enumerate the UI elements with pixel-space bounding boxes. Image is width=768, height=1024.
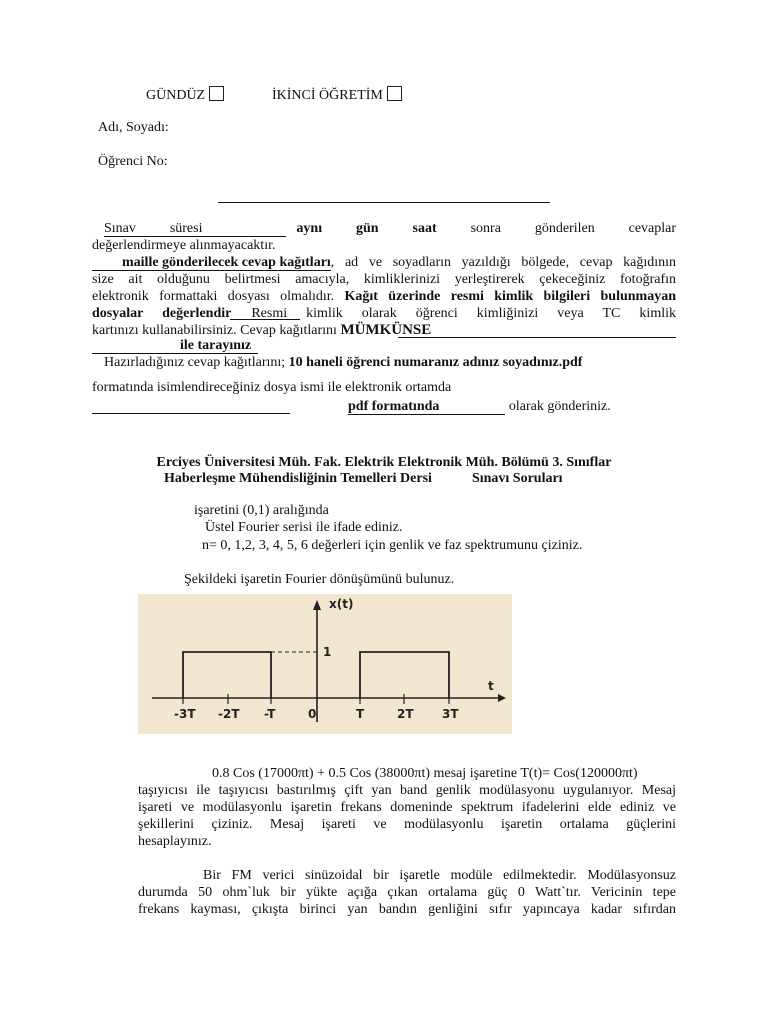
signal-plot (138, 594, 512, 734)
tick-label: T (356, 707, 365, 721)
q1-line-2: Üstel Fourier serisi ile ifade ediniz. (205, 520, 403, 535)
x-axis-label: t (488, 679, 494, 693)
q1-line-3: n= 0, 1,2, 3, 4, 5, 6 değerleri için genlik ve faz spektrumunu çiziniz. (202, 538, 583, 553)
header-divider (218, 202, 550, 203)
day-option-label: GÜNDÜZ (146, 88, 206, 103)
student-no-label: Öğrenci No: (98, 154, 168, 169)
q3-line-1: 0.8 Cos (17000πt) + 0.5 Cos (38000πt) mesaj işaretine T(t)= Cos(120000πt) (212, 766, 638, 781)
signal-figure (138, 594, 512, 734)
q1-line-1: işaretini (0,1) aralığında (194, 503, 329, 518)
tick-label: 2T (397, 707, 414, 721)
tick-marks (183, 694, 449, 704)
day-option (146, 86, 224, 104)
q3-line-3: işareti ve modülasyonlu işaretin frekans domeninde spektrum ifadelerini elde ediniz ve (138, 800, 676, 815)
instruction-line-11: pdf formatında olarak gönderiniz. (348, 399, 611, 414)
blank-line (92, 353, 258, 354)
instruction-line-10: formatında isimlendireceğiniz dosya ismi ile elektronik ortamda (92, 380, 452, 395)
tick-label: -3T (174, 707, 196, 721)
q2-line-1: Şekildeki işaretin Fourier dönüşümünü bulunuz. (184, 572, 455, 587)
pulse-left (183, 652, 271, 698)
name-field-label: Adı, Soyadı: (98, 120, 169, 135)
instruction-line-8: ile tarayınız (180, 338, 252, 353)
y-axis-label: x(t) (329, 597, 354, 611)
level-label: 1 (323, 645, 332, 659)
tick-label: 0 (308, 707, 317, 721)
tick-label: -T (264, 707, 276, 721)
instruction-line-6: dosyalar değerlendir Resmi kimlik olarak öğrenci kimliğinizi veya TC kimlik (92, 306, 676, 321)
instruction-line-7: kartınızı kullanabilirsiniz. Cevap kağıtlarını MÜMKÜNSE (92, 322, 432, 338)
instruction-line-2: değerlendirmeye alınmayacaktır. (92, 238, 276, 253)
y-axis-arrow (313, 600, 321, 610)
pulse-right (360, 652, 449, 698)
tick-label: -2T (218, 707, 240, 721)
instruction-line-9: Hazırladığınız cevap kağıtlarını; 10 haneli öğrenci numaranız adınız soyadınız.pdf (104, 355, 583, 370)
q4-line-3: frekans kayması, çıkışta birinci yan bandın genliğini sıfır yapıncaya kadar sıfırdan (138, 902, 676, 917)
exam-title-line-2: Haberleşme Mühendisliğinin Temelleri Dersi Sınavı Soruları (164, 471, 563, 486)
q4-line-1: Bir FM verici sinüzoidal bir işaretle modüle edilmektedir. Modülasyonsuz (203, 868, 676, 883)
day-checkbox[interactable] (209, 86, 224, 101)
q3-line-5: hesaplayınız. (138, 834, 212, 849)
blank-line (92, 413, 290, 414)
exam-title-line-1: Erciyes Üniversitesi Müh. Fak. Elektrik Elektronik Müh. Bölümü 3. Sınıflar (156, 455, 612, 470)
evening-option (272, 86, 402, 104)
x-axis-arrow (498, 694, 506, 702)
q3-line-4: şekillerini çiziniz. Mesaj işareti ve modülasyonlu işaretin ortalama güçlerini (138, 817, 676, 832)
evening-checkbox[interactable] (387, 86, 402, 101)
instruction-line-5: elektronik formattaki dosyası olmalıdır. Kağıt üzerinde resmi kimlik bilgileri bulunmayan (92, 289, 676, 304)
q3-line-2: taşıyıcısı ile taşıyıcısı bastırılmış çift yan band genlik modülasyonu uygulanıyor. Mesaj (138, 783, 676, 798)
tick-label: 3T (442, 707, 459, 721)
blank-line (398, 337, 676, 338)
instruction-line-1: Sınav süresi aynı gün saat sonra gönderilen cevaplar (104, 221, 677, 236)
instruction-line-3: maille gönderilecek cevap kağıtları, ad ve soyadların yazıldığı bölgede, cevap kağıdının (92, 255, 676, 271)
instruction-line-4: size ait olduğunu belirtmesi amacıyla, kimliklerinizi yerleştirerek çekeceğiniz fotoğrafın (92, 272, 676, 287)
evening-option-label: İKİNCİ ÖĞRETİM (272, 88, 383, 103)
q4-line-2: durumda 50 ohm`luk bir yükte açığa çıkan ortalama güç 0 Watt`tır. Vericinin tepe (138, 885, 676, 900)
